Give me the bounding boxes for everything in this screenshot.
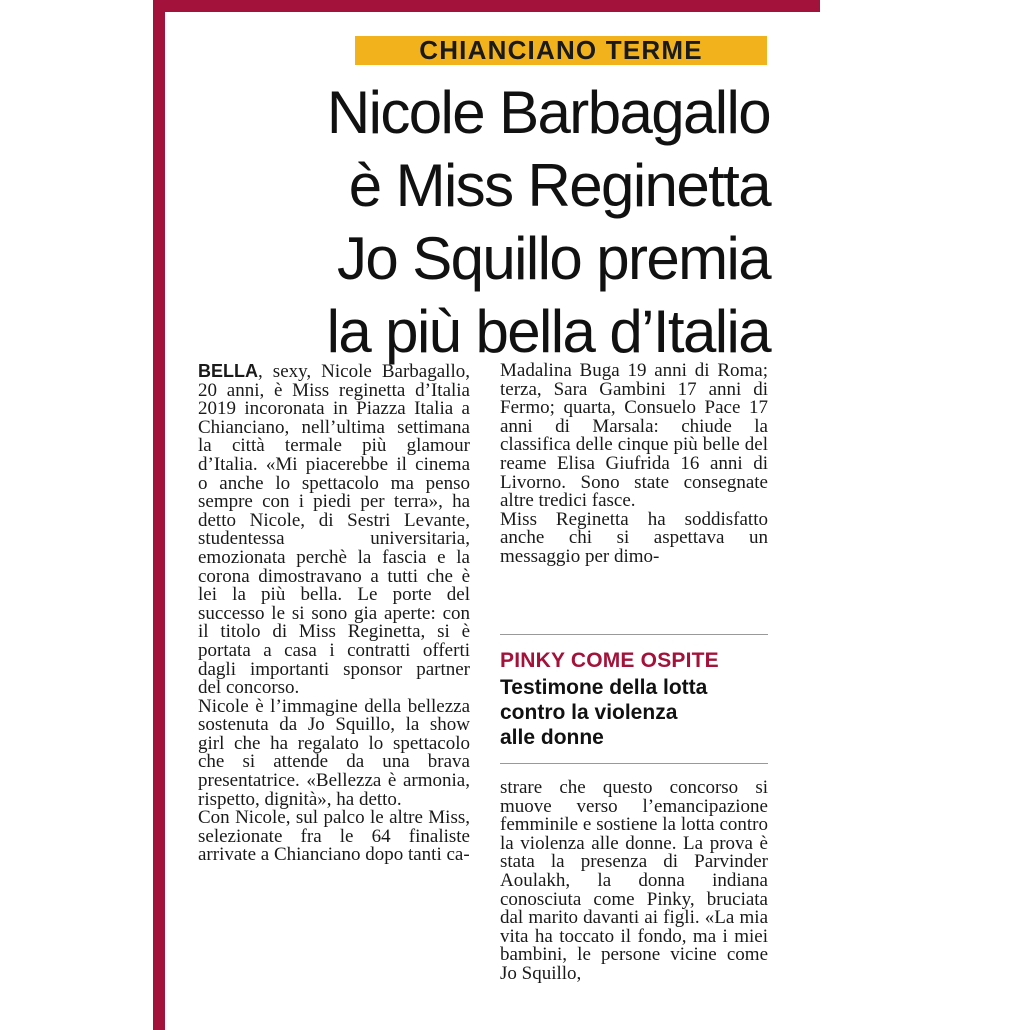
section-kicker: CHIANCIANO TERME — [355, 36, 767, 65]
article-paragraph: strare che questo concorso si muove verso l’emancipazione femminile e sostiene la lotta contro la violenza alle donne. La prova è stata la presenza di Parvinder Aoulakh, la donna indiana conosciuta come Pinky, bruciata dal marito davanti ai figli. «La mia vita ha toccato il fondo, ma i miei bambini, le persone vicine come Jo Squillo, — [500, 777, 768, 984]
article-paragraph: Nicole è l’immagine della bellezza sostenuta da Jo Squillo, la show girl che ha regalato lo spettacolo che si attende da una brava presentatrice. «Bellezza è armonia, rispetto, dignità», ha detto. — [198, 695, 470, 810]
page-frame-top — [153, 0, 820, 12]
sidebar-headline-line: contro la violenza — [500, 701, 678, 724]
article-paragraph — [198, 362, 470, 698]
article-column-1 — [198, 362, 470, 865]
article-headline — [185, 76, 770, 368]
article-paragraph: Con Nicole, sul palco le altre Miss, selezionate fra le 64 finaliste arrivate a Chianciano dopo tanti ca- — [198, 807, 470, 866]
article-paragraph: Miss Reginetta ha soddisfatto anche chi si aspettava un messaggio per dimo- — [500, 508, 768, 567]
sidebar-kicker: PINKY COME OSPITE — [500, 649, 719, 672]
headline-line: Nicole Barbagallo — [326, 79, 770, 146]
article-column-2-top — [500, 362, 768, 567]
lead-word: BELLA — [198, 361, 258, 381]
paragraph-text: , sexy, Nicole Barbagallo, 20 anni, è Miss reginetta d’Italia 2019 incoronata in Piazza Italia a Chianciano, nell’ultima settimana la città termale più glamour d’Italia. «Mi piacerebbe il cinema o anche lo spettacolo ma penso sempre con i piedi per terra», ha detto Nicole, di Sestri Levante, studentessa universitaria, emozionata perchè la fascia e la corona dimostravano a tutti che è lei la più bella. Le porte del successo le si sono gia aperte: con il titolo di Miss Reginetta, si è portata a casa i contratti offerti dagli importanti sponsor partner del concorso. — [198, 361, 470, 699]
headline-line: è Miss Reginetta — [348, 152, 770, 219]
sidebar-box — [500, 634, 768, 764]
headline-line: la più bella d’Italia — [326, 298, 770, 365]
article-paragraph: Madalina Buga 19 anni di Roma; terza, Sara Gambini 17 anni di Fermo; quarta, Consuelo Pace 17 anni di Marsala: chiude la classifica delle cinque più belle del reame Elisa Giufrida 16 anni di Livorno. Sono state consegnate altre tredici fasce. — [500, 360, 768, 512]
sidebar-headline-line: Testimone della lotta — [500, 676, 708, 699]
page-frame-left — [153, 0, 165, 1030]
sidebar-headline — [500, 675, 768, 750]
article-column-2-bottom — [500, 779, 768, 984]
sidebar-headline-line: alle donne — [500, 726, 604, 749]
headline-line: Jo Squillo premia — [336, 225, 770, 292]
